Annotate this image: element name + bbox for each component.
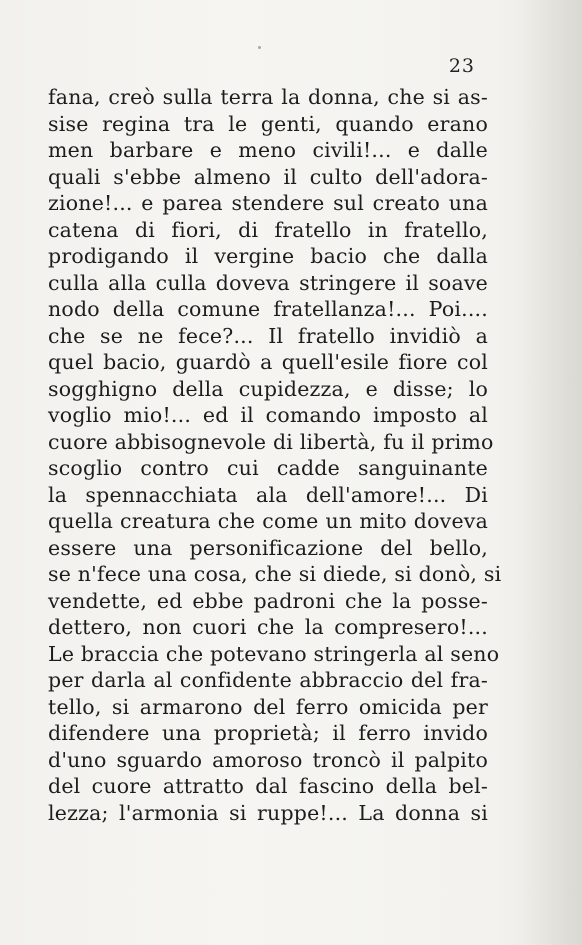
text-line: che se ne fece?... Il fratello invidiò a (48, 323, 488, 348)
text-line: vendette, ed ebbe padroni che la posse- (48, 588, 488, 613)
text-line: per darla al confidente abbraccio del fra- (48, 668, 488, 692)
text-line: quali s'ebbe almeno il culto dell'adora- (48, 164, 488, 189)
text-line: sogghigno della cupidezza, e disse; lo (48, 376, 488, 401)
text-line: difendere una proprietà; il ferro invido (48, 721, 488, 745)
text-line: sise regina tra le genti, quando erano (48, 111, 488, 136)
text-line: quel bacio, guardò a quell'esile fiore col (48, 350, 488, 374)
text-line: voglio mio!... ed il comando imposto al (48, 403, 488, 427)
text-line: la spennacchiata ala dell'amore!... Di (48, 482, 488, 507)
text-line: culla alla culla doveva stringere il soave (48, 270, 488, 295)
text-line: zione!... e parea stendere sul creato una (48, 191, 488, 215)
text-line: catena di fiori, di fratello in fratello, (48, 217, 488, 242)
print-speck (258, 46, 261, 49)
page-number: 23 (448, 55, 475, 77)
text-line: prodigando il vergine bacio che dalla (48, 244, 488, 268)
text-line: lezza; l'armonia si ruppe!... La donna si (48, 800, 488, 825)
text-line: del cuore attratto dal fascino della bel- (48, 774, 488, 798)
text-line: essere una personificazione del bello, (48, 535, 488, 560)
text-line: cuore abbisognevole di libertà, fu il primo (48, 429, 494, 454)
page-edge-shading (522, 0, 582, 945)
text-line: se n'fece una cosa, che si diede, si donò, si (48, 562, 502, 586)
text-line: Le braccia che potevano stringerla al seno (48, 641, 500, 666)
text-line: nodo della comune fratellanza!... Poi.... (48, 297, 488, 321)
text-line: scoglio contro cui cadde sanguinante (48, 456, 488, 480)
text-line: tello, si armarono del ferro omicida per (48, 694, 488, 719)
text-line: men barbare e meno civili!... e dalle (48, 138, 488, 162)
text-line: dettero, non cuori che la compresero!... (48, 615, 488, 639)
body-text (48, 84, 502, 826)
text-line: d'uno sguardo amoroso troncò il palpito (48, 747, 488, 772)
text-line: fana, creò sulla terra la donna, che si as- (48, 85, 488, 109)
text-line: quella creatura che come un mito doveva (48, 509, 488, 533)
